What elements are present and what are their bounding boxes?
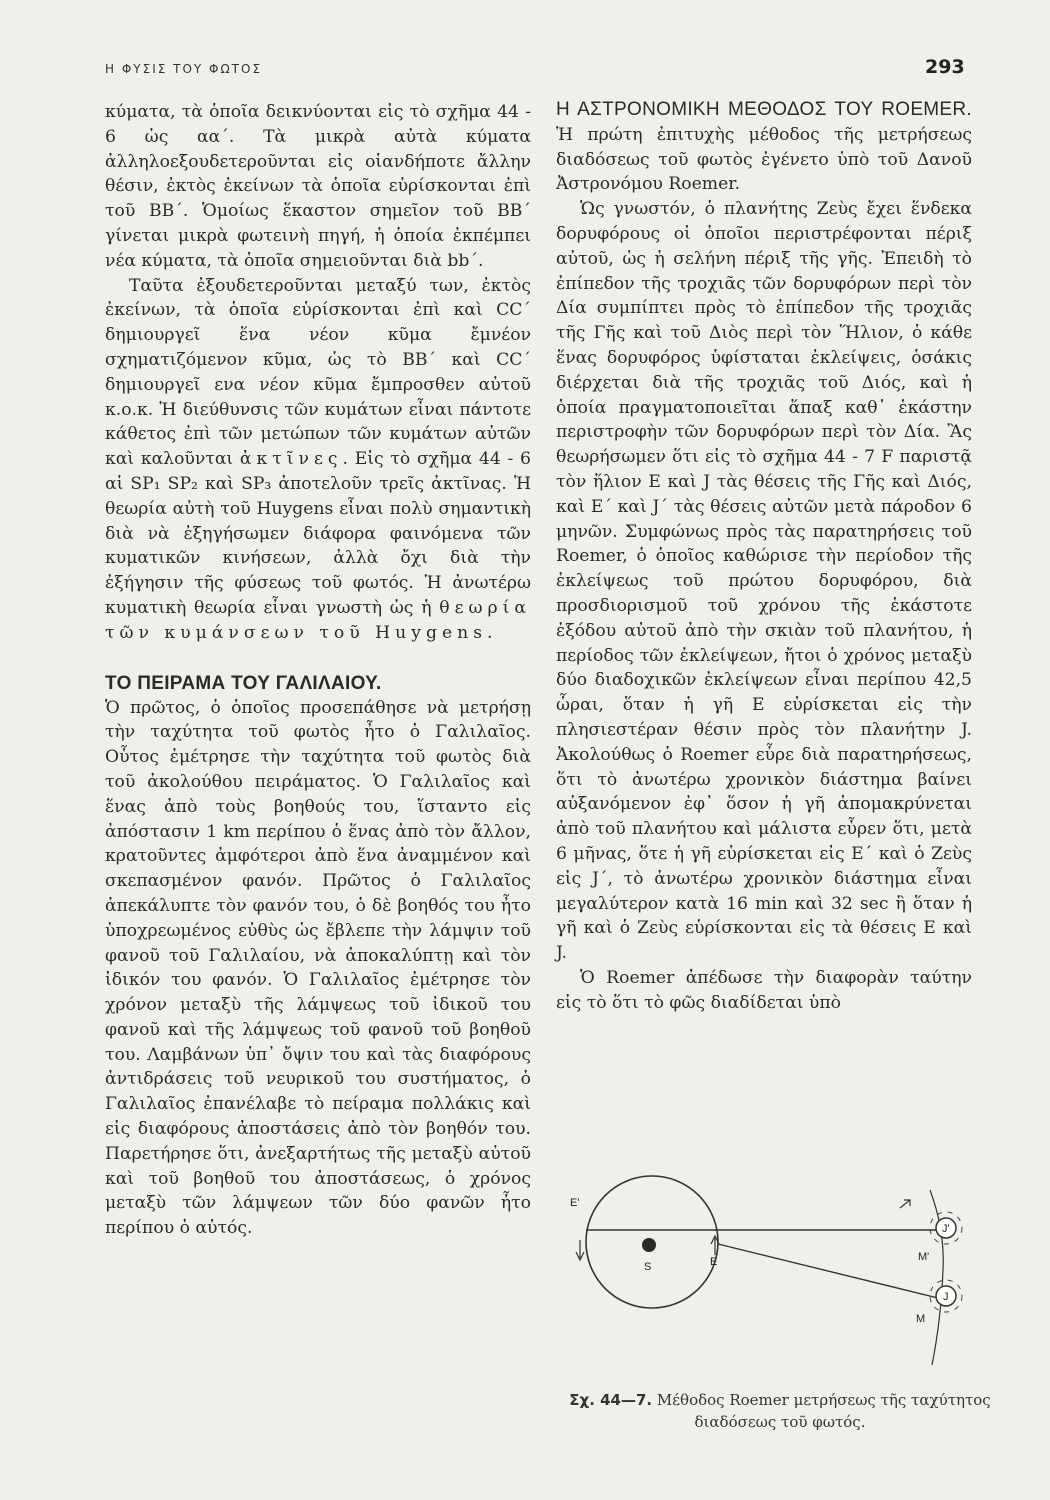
right-column xyxy=(556,98,972,1015)
jupiter-orbit xyxy=(930,1190,943,1365)
galileo-heading: ΤΟ ΠΕΙΡΑΜΑ ΤΟΥ ΓΑΛΙΛΑΙΟΥ. xyxy=(105,672,382,694)
page-number: 293 xyxy=(925,56,965,78)
left-paragraph-2-text-a: Ταῦτα ἐξουδετεροῦνται μεταξύ των, ἐκτὸς ἐκείνων, τὰ ὁποῖα εὑρίσκονται ἐπὶ καὶ CC΄ δημιουργεῖ ἕνα νέον κῦμα ἔμνέον σχηματιζόμενον κῦμα, ὡς τὸ BB΄ καὶ CC΄ δημιουργεῖ ενα νέον κῦμα ἔμπροσθεν αὐτοῦ κ.ο.κ. Ἡ διεύθυνσις τῶν κυμάτων εἶναι πάντοτε κάθετος ἐπὶ τῶν μετώπων τῶν κυμάτων αὐτῶν καὶ καλοῦνται xyxy=(105,275,531,470)
sun-marker xyxy=(642,1238,656,1252)
right-paragraph-1 xyxy=(556,98,972,197)
caption-label: Σχ. 44—7. xyxy=(569,1391,653,1409)
line-e-j xyxy=(718,1244,946,1300)
left-paragraph-2-text-e: . xyxy=(487,622,493,643)
arrow-jupiter-orbit-icon xyxy=(900,1200,910,1208)
label-e-prime: E' xyxy=(570,1197,580,1209)
label-s: S xyxy=(644,1261,652,1273)
roemer-figure xyxy=(560,1170,970,1370)
roemer-diagram xyxy=(560,1170,970,1370)
arrow-e-prime-icon xyxy=(576,1240,584,1260)
label-j-prime: J' xyxy=(942,1223,950,1235)
label-m-prime: M' xyxy=(918,1251,930,1263)
running-title: Η ΦΥΣΙΣ ΤΟΥ ΦΩΤΟΣ xyxy=(105,62,263,76)
left-paragraph-3: Ὁ πρῶτος, ὁ ὁποῖος προσεπάθησε νὰ μετρήσῃ τὴν ταχύτητα τοῦ φωτὸς ἦτο ὁ Γαλιλαῖος. Οὗτος ἐμέτρησε τὴν ταχύτητα τοῦ φωτὸς διὰ τοῦ ἀκολούθου πειράματος. Ὁ Γαλιλαῖος καὶ ἕνας ἀπὸ τοὺς βοηθούς του, ἵσταντο εἰς ἀπόστασιν 1 km περίπου ὁ ἕνας ἀπὸ τὸν ἄλλον, κρατοῦντες ἀμφότεροι ἀπὸ ἕνα ἀναμμένον καὶ σκεπασμένον φανόν. Πρῶτος ὁ Γαλιλαῖος ἀπεκάλυπτε τὸν φανόν του, ὁ δὲ βοηθός του ἦτο ὑποχρεωμένος εὐθὺς ὡς ἔβλεπε τὴν λάμψιν τοῦ φανοῦ τοῦ Γαλιλαίου, νὰ ἀποκαλύπτῃ καὶ τὸν ἰδικόν του φανόν. Ὁ Γαλιλαῖος ἐμέτρησε τὸν χρόνον μεταξὺ τῆς λάμψεως τοῦ ἰδικοῦ του φανοῦ καὶ τῆς λάμψεως τοῦ φανοῦ τοῦ βοηθοῦ του. Λαμβάνων ὑπ᾽ ὄψιν του καὶ τὰς διαφόρους ἀντιδράσεις τοῦ νευρικοῦ του συστήματος, ὁ Γαλιλαῖος ἐπανέλαβε τὸ πείραμα πολλάκις καὶ εἰς διαφόρους ἀποστάσεις ἀπὸ τὸν βοηθόν του. Παρετήρησε ὅτι, ἀνεξαρτήτως τῆς μεταξὺ αὐτοῦ καὶ τοῦ βοηθοῦ του ἀποστάσεως, ὁ χρόνος μεταξὺ τῶν λάμψεων τῶν δύο φανῶν ἦτο περίπου ὁ αὐτός. xyxy=(105,697,531,1239)
term-huygens-theory: θεωρία τῶν κυμάνσεων τοῦ Huygens xyxy=(105,597,531,643)
caption-text: Μέθοδος Roemer μετρήσεως τῆς ταχύτητος διαδόσεως τοῦ φωτός. xyxy=(656,1391,991,1431)
left-paragraph-2 xyxy=(105,274,531,646)
label-j: J xyxy=(943,1291,949,1303)
label-e: E xyxy=(710,1256,718,1268)
right-paragraph-2: Ὡς γνωστόν, ὁ πλανήτης Ζεὺς ἔχει ἕνδεκα δορυφόρους οἱ ὁποῖοι περιστρέφονται πέριξ αὐτοῦ, ὡς ἡ σελήνη πέριξ τῆς γῆς. Ἐπειδὴ τὸ ἐπίπεδον τῆς τροχιᾶς τῶν δορυφόρων περὶ τὸν Δία συμπίπτει πρὸς τὸ ἐπίπεδον τῆς τροχιᾶς τῆς Γῆς καὶ τοῦ Διὸς περὶ τὸν Ἥλιον, ὁ κάθε ἕνας δορυφόρος ὑφίσταται ἐκλείψεις, ὁσάκις διέρχεται διὰ τῆς τροχιᾶς τοῦ Διός, καὶ ἡ ὁποία πραγματοποιεῖται ἅπαξ καθ᾽ ἑκάστην περιστροφὴν τῶν δορυφόρων περὶ τὸν Δία. Ἂς θεωρήσωμεν ὅτι εἰς τὸ σχῆμα 44 - 7 F παριστᾷ τὸν ἥλιον E καὶ J τὰς θέσεις τῆς Γῆς καὶ Διός, καὶ E΄ καὶ J΄ τὰς θέσεις αὐτῶν μετὰ πάροδον 6 μηνῶν. Συμφώνως πρὸς τὰς παρατηρήσεις τοῦ Roemer, ὁ ὁποῖος καθώρισε τὴν περίοδον τῆς ἐκλείψεως τοῦ πρώτου δορυφόρου, διὰ προσδιορισμοῦ τοῦ χρόνου τῆς ἑκάστοτε ἐξόδου αὐτοῦ ἀπὸ τὴν σκιὰν τοῦ πλανήτου, ἡ περίοδος τῶν ἐκλείψεων, ἤτοι ὁ χρόνος μεταξὺ δύο διαδοχικῶν ἐκλείψεων εἶναι περίπου 42,5 ὧραι, ὅταν ἡ γῆ E εὑρίσκεται εἰς τὴν πλησιεστέραν θέσιν πρὸς τὸν πλανήτην J. Ἀκολούθως ὁ Roemer εὗρε διὰ παρατηρήσεως, ὅτι τὸ ἀνωτέρω χρονικὸν διάστημα βαίνει αὐξανόμενον ἐφ᾽ ὅσον ἡ γῆ ἀπομακρύνεται ἀπὸ τοῦ πλανήτου καὶ μάλιστα εὗρεν ὅτι, μετὰ 6 μῆνας, ὅτε ἡ γῆ εὑρίσκεται εἰς E΄ καὶ ὁ Ζεὺς εἰς J΄, τὸ ἀνωτέρω χρονικὸν διάστημα εἶναι μεγαλύτερον κατὰ 16 min καὶ 32 sec ἢ ὅταν ἡ γῆ καὶ ὁ Ζεὺς εὑρίσκονται εἰς τὰ θέσεις E καὶ J. xyxy=(556,199,972,964)
left-column xyxy=(105,100,531,1241)
right-paragraph-1-text: Ἡ πρώτη ἐπιτυχὴς μέθοδος τῆς μετρήσεως διαδόσεως τοῦ φωτὸς ἐγένετο ὑπὸ τοῦ Δανοῦ Ἀστρονόμου Roemer. xyxy=(556,124,972,195)
roemer-heading: Η ΑΣΤΡΟΝΟΜΙΚΗ ΜΕΘΟΔΟΣ ΤΟΥ ROEMER. xyxy=(556,99,972,120)
left-paragraph-2-text-c: . Εἰς τὸ σχῆμα 44 - 6 αἱ SP₁ SP₂ καὶ SP₃ ἀποτελοῦν τρεῖς ἀκτῖνας. Ἡ θεωρία αὐτὴ τοῦ Huygens εἶναι πολὺ σημαντικὴ διὰ νὰ ἐξηγήσωμεν διάφορα φαινόμενα τῶν κυματικῶν κινήσεων, ἀλλὰ ὄχι διὰ τὴν ἐξήγησιν τῆς φύσεως τοῦ φωτός. Ἡ ἀνωτέρω κυματικὴ θεωρία εἶναι γνωστὴ ὡς ἡ xyxy=(105,449,531,618)
left-paragraph-1: κύματα, τὰ ὁποῖα δεικνύονται εἰς τὸ σχῆμα 44 - 6 ὡς αα΄. Τὰ μικρὰ αὐτὰ κύματα ἀλληλοεξουδετεροῦνται εἰς οἱανδήποτε ἄλλην θέσιν, ἐκτὸς ἐκείνων τὰ ὁποῖα εὑρίσκονται ἐπὶ τοῦ BB΄. Ὁμοίως ἕκαστον σημεῖον τοῦ BB΄ γίνεται μικρὰ φωτεινὴ πηγή, ἡ ὁποία ἐκπέμπει νέα κύματα, τὰ ὁποῖα σημειοῦνται διὰ bb΄. xyxy=(105,102,531,271)
figure-caption xyxy=(560,1389,1000,1433)
right-paragraph-3: Ὁ Roemer ἀπέδωσε τὴν διαφορὰν ταύτην εἰς τὸ ὅτι τὸ φῶς διαδίδεται ὑπὸ xyxy=(556,967,972,1013)
term-aktines: ἀκτῖνες xyxy=(239,449,343,470)
label-m: M xyxy=(916,1313,926,1325)
